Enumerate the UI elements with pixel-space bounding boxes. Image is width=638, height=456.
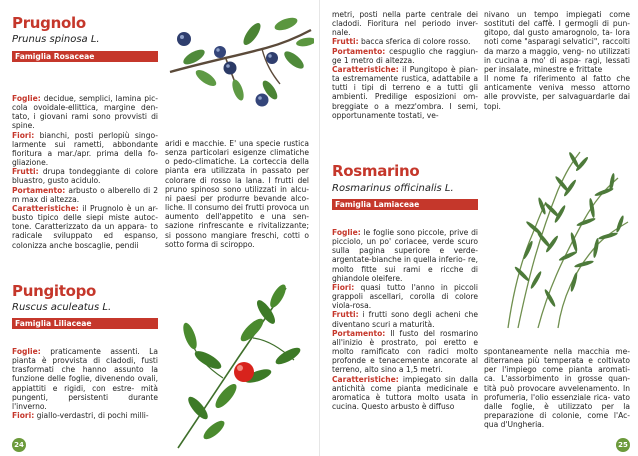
rosmarino-family-bar: Famiglia Lamiaceae: [332, 199, 478, 210]
prugnolo-continuation: aridi e macchie. E' una specie rustica senza particolari esigenze climatiche o pedo-climatiche. La corteccia della pianta era utilizzata in passato per colorare di rosso la lana. I frutti del pruno spinoso sono utilizzati in alcu- ni paesi per produrre bevande alco- liche. Il consumo dei frutti provoca un aumento dell'appetito e una sen- sazione rinfrescante e rivitalizzante; si possono mangiare freschi, cotti o sotto forma di sciroppo.: [165, 139, 309, 249]
foglie-text: le foglie sono piccole, prive di picciolo, un po' coriacee, verde scuro sulla pagina superiore e verde- argentate-bianche in quella inferio- re, molto fitte sui rami e ricche di ghiandole oleifere.: [332, 228, 479, 283]
prugnolo-latin-name: Prunus spinosa L.: [12, 34, 100, 45]
caratteristiche-label: Caratteristiche:: [12, 203, 79, 213]
rosmarino-latin-name: Rosmarinus officinalis L.: [332, 183, 454, 194]
fiori-text: giallo-verdastri, di pochi milli-: [36, 411, 149, 421]
fiori-label: Fiori:: [12, 130, 35, 140]
pungitopo-description: [12, 347, 158, 420]
caratteristiche-text: il Pungitopo è pian- ta estremamente rustica, adattabile a tutti i tipi di terreno e a tutti gli ambienti. Predilige esposizioni om- breggiate o a mezz'ombra. I semi, opportunamente tostati, ve-: [332, 64, 478, 120]
prugnolo-title: Prugnolo: [12, 14, 86, 32]
prugnolo-illustration: [166, 12, 314, 110]
pungitopo-col2-text: nivano un tempo impiegati come sostituti del caffè. I germogli di pun- gitopo, dal gusto amarognolo, ta- lora noti come "asparagi selvatici", raccolti da marzo a maggio, veng- no utilizzati in cucina a mo' di aspa- ragi, lessati per insalate, minestre e frittate: [484, 10, 630, 74]
fiori-label: Fiori:: [332, 282, 355, 292]
frutti-text: drupa tondeggiante di colore bluastro, gusto acidulo.: [12, 167, 159, 186]
pungitopo-continued-text: metri, posti nella parte centrale dei cladodi. Fioritura nel periodo inver- nale.: [332, 10, 478, 38]
pungitopo-family-bar: Famiglia Liliaceae: [12, 318, 158, 329]
portamento-label: Portamento:: [332, 46, 386, 56]
portamento-label: Portamento:: [332, 328, 386, 338]
portamento-label: Portamento:: [12, 185, 66, 195]
rosmarino-col2: spontaneamente nella macchia me- diterranea più temperata e coltivato per l'impiego come pianta aromati- ca. L'assorbimento in grosse quan- tità può provocare avvelenamento. In profumeria, l'olio essenziale rica- vato dalle foglie, è utilizzato per la preparazione di colonie, come l'Ac- qua d'Ungheria.: [484, 347, 630, 430]
portamento-text: Il fusto del rosmarino all'inizio è prostrato, poi eretto e molto ramificato con radici molto profonde e tenacemente ancorate al terreno, alto sino a 1,5 metri.: [332, 328, 479, 375]
caratteristiche-label: Caratteristiche:: [332, 64, 399, 74]
caratteristiche-label: Caratteristiche:: [332, 374, 399, 384]
fiori-label: Fiori:: [12, 411, 35, 421]
frutti-label: Frutti:: [12, 167, 39, 177]
frutti-text: i frutti sono degli acheni che diventano scuri a maturità.: [332, 310, 478, 329]
foglie-label: Foglie:: [12, 94, 41, 103]
foglie-label: Foglie:: [12, 347, 41, 356]
prugnolo-family-bar: Famiglia Rosaceae: [12, 51, 158, 62]
caratteristiche-text: il Prugnolo è un ar- busto tipico delle siepi miste autoc- tone. Caratterizzato da un appara- to radicale sviluppato ed espanso, colonizza anche boscaglie, pendii: [12, 203, 158, 250]
foglie-label: Foglie:: [332, 228, 361, 237]
right-page: [319, 0, 638, 456]
prugnolo-description: [12, 94, 158, 250]
rosmarino-title: Rosmarino: [332, 162, 420, 180]
pungitopo-latin-name: Ruscus aculeatus L.: [12, 302, 112, 313]
frutti-text: bacca sferica di colore rosso.: [361, 37, 471, 47]
caratteristiche-text: impiegato sin dalla antichità come pianta medicinale e aromatica è tuttora molto usata in cucina. Questo arbusto è diffuso: [332, 374, 478, 411]
page-number-right: 25: [616, 438, 630, 452]
frutti-label: Frutti:: [332, 37, 359, 47]
fiori-text: quasi tutto l'anno in piccoli grappoli ascellari, corolla di colore viola-rosa.: [332, 282, 478, 311]
foglie-text: decidue, semplici, lamina pic- cola ovoidale-ellittica, margine den- tato, i giovani rami sono provvisti di spine.: [12, 94, 158, 131]
fiori-text: bianchi, posti perlopiù singo- larmente sui rametti, abbondante fioritura a mar./apr. prima della fo- gliazione.: [12, 130, 158, 168]
frutti-label: Frutti:: [332, 310, 359, 320]
rosmarino-description: [332, 228, 478, 411]
pungitopo-illustration: [168, 278, 308, 453]
portamento-text: cespuglio che raggiun- ge 1 metro di altezza.: [332, 46, 478, 65]
portamento-text: arbusto o alberello di 2 m max di altezza.: [12, 185, 158, 204]
page-number-left: 24: [12, 438, 26, 452]
pungitopo-continued-col2: [484, 10, 630, 111]
foglie-text: praticamente assenti. La pianta è provvista di cladodi, fusti trasformati che hanno assunto la funzione delle foglie, divenendo ovali, appiattiti e rigidi, con estre- mità pungenti, persistenti durante l'inverno.: [12, 347, 158, 411]
pungitopo-col2-text-b: Il nome fa riferimento al fatto che anticamente veniva messo attorno alle provviste, per salvaguardarle dai topi.: [484, 74, 630, 111]
pungitopo-title: Pungitopo: [12, 282, 97, 300]
pungitopo-continued: [332, 10, 478, 120]
rosmarino-illustration: [488, 150, 630, 330]
